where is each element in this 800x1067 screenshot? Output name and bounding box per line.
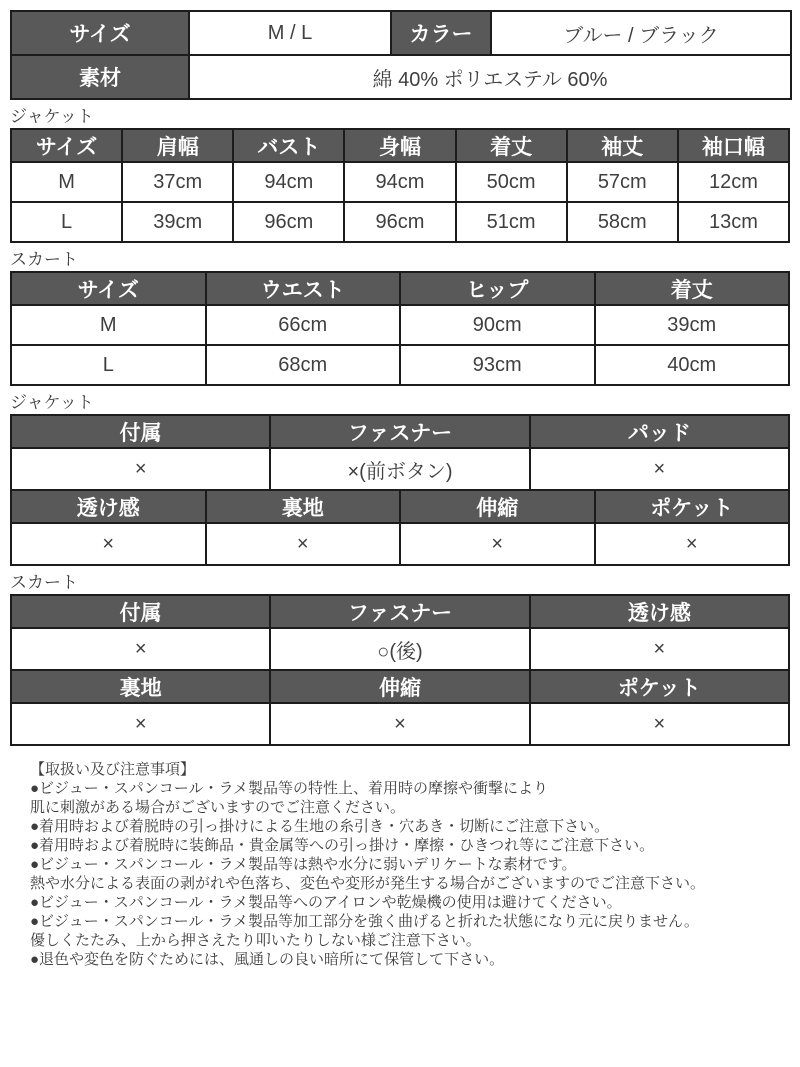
spec-value-cell: × [400, 523, 595, 565]
spec-value-cell: × [11, 703, 270, 745]
column-header: 裏地 [206, 490, 401, 523]
measure-cell: 57cm [567, 162, 678, 202]
measure-cell: 39cm [595, 305, 790, 345]
note-line: ●ビジュー・スパンコール・ラメ製品等は熱や水分に弱いデリケートな素材です。 [30, 856, 577, 873]
spec-value-cell: ×(前ボタン) [270, 448, 529, 490]
column-header: 伸縮 [400, 490, 595, 523]
column-header: バスト [233, 129, 344, 162]
info-row-material [11, 55, 791, 99]
skirt-spec-table-upper [10, 594, 790, 671]
column-header: 付属 [11, 415, 270, 448]
info-table [10, 10, 792, 100]
measure-cell: 13cm [678, 202, 789, 242]
table-row [11, 305, 789, 345]
measure-cell: 51cm [456, 202, 567, 242]
spec-value-cell: × [11, 523, 206, 565]
notes-title: 【取扱い及び注意事項】 [30, 761, 196, 778]
measure-cell: 96cm [233, 202, 344, 242]
size-value-cell: M / L [189, 11, 391, 55]
note-line: ●着用時および着脱時に装飾品・貴金属等への引っ掛け・摩擦・ひきつれ等にご注意下さい。 [30, 837, 655, 854]
spec-value-row [11, 448, 789, 490]
column-header: 付属 [11, 595, 270, 628]
table-row [11, 345, 789, 385]
size-label-cell: サイズ [11, 11, 189, 55]
jacket-spec-table-upper [10, 414, 790, 491]
skirt-size-header-row [11, 272, 789, 305]
skirt-spec-table-lower [10, 669, 790, 746]
column-header: 肩幅 [122, 129, 233, 162]
jacket-spec-table-lower [10, 489, 790, 566]
size-l-cell: L [11, 202, 122, 242]
spec-value-cell: × [595, 523, 790, 565]
size-m-cell: M [11, 162, 122, 202]
spec-value-row [11, 628, 789, 670]
spec-header-row [11, 595, 789, 628]
column-header: 伸縮 [270, 670, 529, 703]
spec-value-cell: × [11, 448, 270, 490]
spec-value-cell: × [270, 703, 529, 745]
measure-cell: 96cm [344, 202, 455, 242]
column-header: ヒップ [400, 272, 595, 305]
spec-value-cell: × [530, 628, 789, 670]
color-label-cell: カラー [391, 11, 491, 55]
note-line: ●ビジュー・スパンコール・ラメ製品等の特性上、着用時の摩擦や衝撃により [30, 780, 549, 797]
table-row [11, 162, 789, 202]
table-row [11, 202, 789, 242]
spec-header-row [11, 670, 789, 703]
spec-value-cell: ○(後) [270, 628, 529, 670]
column-header: 袖口幅 [678, 129, 789, 162]
size-m-cell: M [11, 305, 206, 345]
jacket-size-section-label: ジャケット [10, 107, 94, 126]
column-header: 着丈 [595, 272, 790, 305]
measure-cell: 66cm [206, 305, 401, 345]
spec-header-row [11, 490, 789, 523]
spec-value-cell: × [206, 523, 401, 565]
column-header: 裏地 [11, 670, 270, 703]
handling-notes [10, 760, 790, 969]
spec-value-cell: × [530, 703, 789, 745]
column-header: 袖丈 [567, 129, 678, 162]
spec-value-cell: × [11, 628, 270, 670]
jacket-size-header-row [11, 129, 789, 162]
spec-header-row [11, 415, 789, 448]
column-header: ウエスト [206, 272, 401, 305]
note-line: 熱や水分による表面の剥がれや色落ち、変色や変形が発生する場合がございますのでご注意下さい。 [30, 875, 706, 892]
column-header: ポケット [530, 670, 789, 703]
column-header: ポケット [595, 490, 790, 523]
column-header: 透け感 [530, 595, 789, 628]
jacket-spec-section-label: ジャケット [10, 393, 94, 412]
measure-cell: 93cm [400, 345, 595, 385]
spec-value-row [11, 523, 789, 565]
note-line: ●ビジュー・スパンコール・ラメ製品等へのアイロンや乾燥機の使用は避けてください。 [30, 894, 622, 911]
note-line: ●着用時および着脱時の引っ掛けによる生地の糸引き・穴あき・切断にご注意下さい。 [30, 818, 610, 835]
jacket-size-table [10, 128, 790, 243]
column-header: ファスナー [270, 415, 529, 448]
note-line: ●退色や変色を防ぐためには、風通しの良い暗所にて保管して下さい。 [30, 951, 505, 968]
column-header: 着丈 [456, 129, 567, 162]
column-header: 身幅 [344, 129, 455, 162]
color-value-cell: ブルー / ブラック [491, 11, 791, 55]
measure-cell: 12cm [678, 162, 789, 202]
spec-value-row [11, 703, 789, 745]
skirt-size-section-label: スカート [10, 250, 78, 269]
column-header: 透け感 [11, 490, 206, 523]
measure-cell: 39cm [122, 202, 233, 242]
info-row-size-color [11, 11, 791, 55]
measure-cell: 50cm [456, 162, 567, 202]
size-l-cell: L [11, 345, 206, 385]
measure-cell: 37cm [122, 162, 233, 202]
spec-value-cell: × [530, 448, 789, 490]
note-line: ●ビジュー・スパンコール・ラメ製品等加工部分を強く曲げると折れた状態になり元に戻りません。 [30, 913, 699, 930]
measure-cell: 94cm [233, 162, 344, 202]
column-header: サイズ [11, 129, 122, 162]
measure-cell: 94cm [344, 162, 455, 202]
measure-cell: 58cm [567, 202, 678, 242]
column-header: パッド [530, 415, 789, 448]
note-line: 優しくたたみ、上から押さえたり叩いたりしない様ご注意下さい。 [30, 932, 481, 949]
skirt-spec-section-label: スカート [10, 573, 78, 592]
measure-cell: 40cm [595, 345, 790, 385]
measure-cell: 90cm [400, 305, 595, 345]
material-value-cell: 綿 40% ポリエステル 60% [189, 55, 791, 99]
column-header: ファスナー [270, 595, 529, 628]
skirt-size-table [10, 271, 790, 386]
material-label-cell: 素材 [11, 55, 189, 99]
measure-cell: 68cm [206, 345, 401, 385]
column-header: サイズ [11, 272, 206, 305]
note-line: 肌に刺激がある場合がございますのでご注意ください。 [30, 799, 406, 816]
